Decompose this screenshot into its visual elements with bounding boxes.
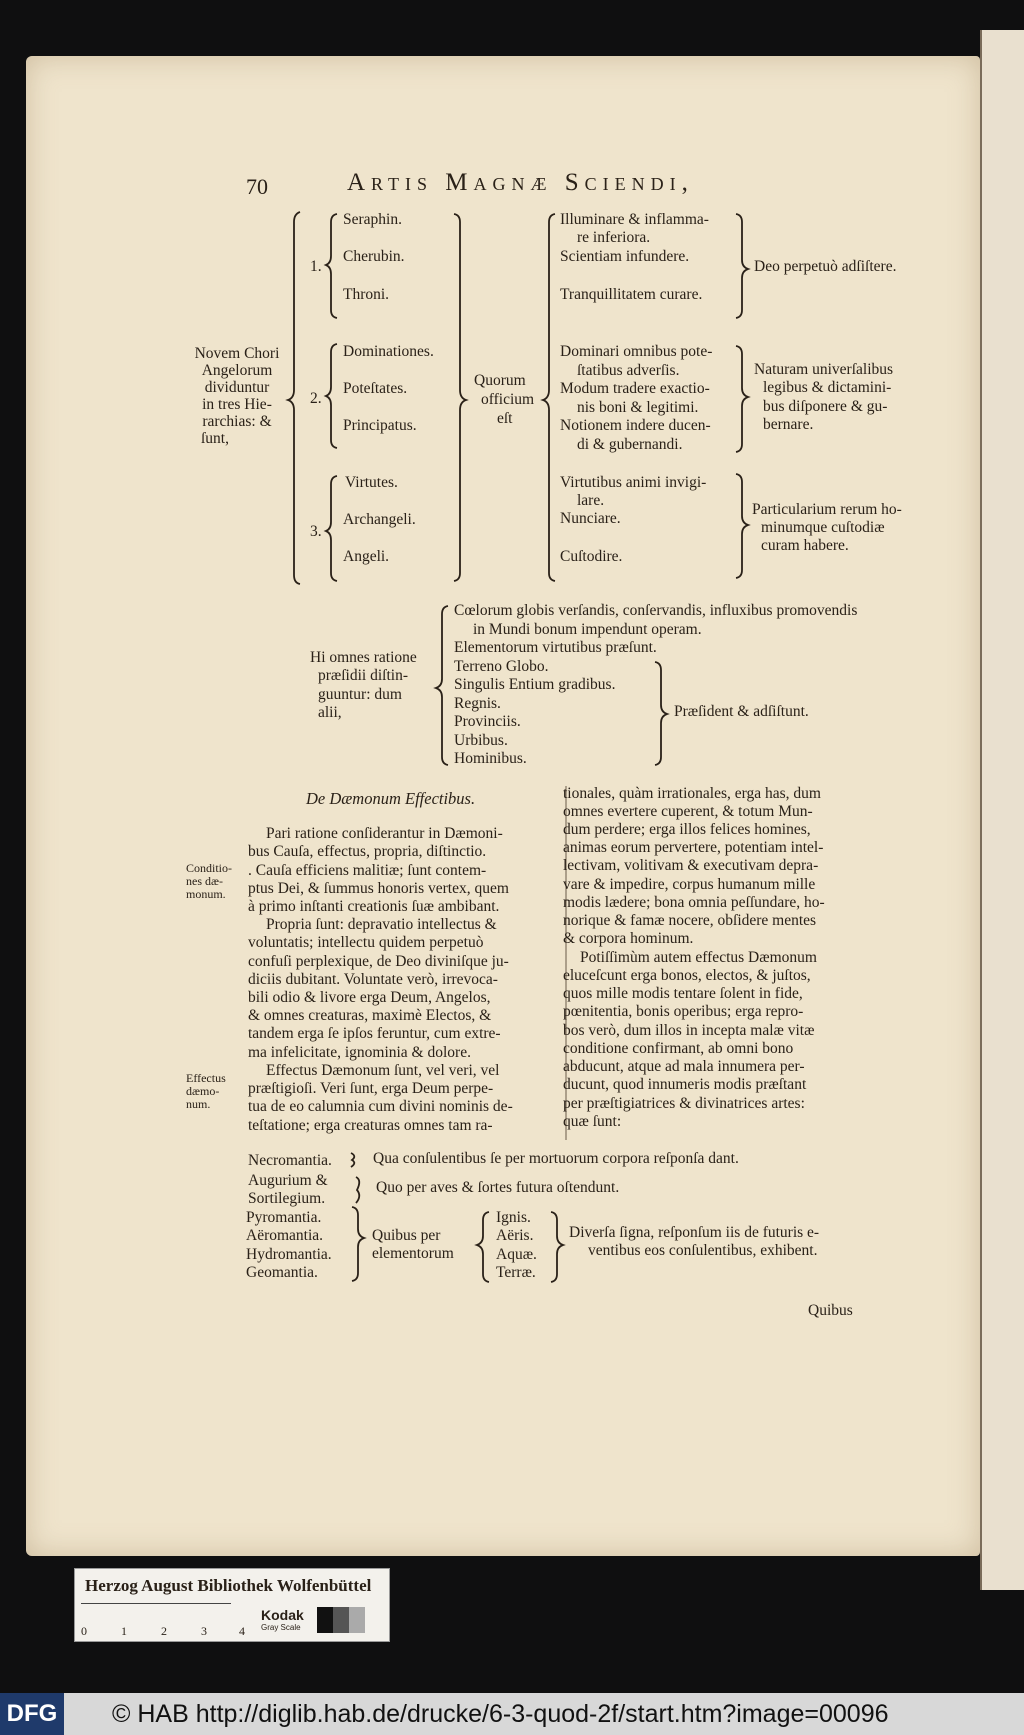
body-right-line: vare & impedire, corpus humanum mille (563, 876, 816, 893)
gray-patch (349, 1607, 365, 1633)
body-left-line: bili odio & livore erga Deum, Angelos, (248, 989, 491, 1006)
brace-d1 (736, 214, 748, 318)
ruler-mark: 2 (161, 1624, 167, 1638)
intro-line: in tres Hie- (202, 396, 272, 413)
margin-note-conditiones (186, 862, 232, 901)
element-name: Aëris. (496, 1227, 534, 1244)
summary-2-line: bus diſponere & gu- (763, 398, 888, 415)
body-left-line: diciis dubitant. Voluntate verò, irrevoca- (248, 971, 498, 988)
praesidium-item: Elementorum virtutibus præſunt. (454, 639, 657, 656)
main-brace (288, 212, 300, 584)
summary-2-line: Naturam univerſalibus (754, 361, 894, 378)
choir-name: Virtutes. (345, 474, 398, 491)
intro-line: Angelorum (201, 362, 273, 379)
praesidium-intro: alii, (318, 704, 342, 721)
praesidium-item: Singulis Entium gradibus. (454, 676, 616, 693)
summary-3-line: curam habere. (761, 537, 849, 554)
divination-result: Diverſa ſigna, reſponſum iis de futuris e- (569, 1224, 820, 1241)
praesidium-conclusion: Præſident & adſiſtunt. (674, 703, 809, 720)
margin-line: Conditio- (186, 861, 233, 875)
body-right-line: quos mille modis tentare ſolent in fide, (563, 985, 803, 1002)
body-left-line: . Cauſa efficiens malitiæ; ſunt contem- (248, 862, 487, 879)
section-heading: De Dæmonum Effectibus. (306, 789, 476, 808)
intro-line: rarchias: & (202, 413, 272, 430)
per-elementorum: elementorum (372, 1245, 454, 1262)
divination-art: Aëromantia. (246, 1227, 324, 1244)
brace-elem-right (551, 1212, 563, 1282)
quorum-text: officium (481, 391, 535, 408)
choir-name: Throni. (343, 286, 390, 303)
catchword: Quibus (808, 1302, 853, 1319)
brace-elem-left (477, 1212, 489, 1282)
choir-name: Poteſtates. (343, 380, 408, 397)
gray-patch (333, 1607, 349, 1633)
brace-d3 (736, 474, 748, 578)
h1-brace (326, 214, 337, 318)
choir-name: Archangeli. (343, 511, 416, 528)
praesidium-intro: præſidii diſtin- (318, 667, 408, 684)
body-left-line: Propria ſunt: depravatio intellectus & (266, 916, 497, 933)
summary-3-line: Particularium rerum ho- (752, 501, 902, 518)
quorum-text: Quorum (474, 372, 526, 389)
duty-line: nis boni & legitimi. (577, 399, 699, 416)
duty-line: Nunciare. (560, 510, 621, 527)
divination-art: Pyromantia. (246, 1209, 322, 1226)
body-left-line: ptus Dei, & ſummus honoris vertex, quem (248, 880, 509, 897)
body-right-line: abducunt, atque ad mala innumera per- (563, 1058, 805, 1075)
body-right-line: bos verò, dum illos in incepta malæ vitæ (563, 1022, 815, 1039)
body-right-line: norique & famæ nocere, obſidere mentes (563, 912, 817, 929)
body-right-line: quæ ſunt: (563, 1113, 622, 1130)
body-right-line: conditione confirmant, ab omni bono (563, 1040, 794, 1057)
duty-line: re inferiora. (577, 229, 651, 246)
duty-line: lare. (577, 492, 605, 509)
duty-line: ſtatibus adverſis. (577, 362, 680, 379)
divination-result: ventibus eos conſulentibus, exhibent. (588, 1242, 818, 1259)
body-left-line: Effectus Dæmonum ſunt, vel veri, vel (266, 1062, 500, 1079)
intro-line: dividuntur (204, 379, 270, 396)
body-right-line: lectivam, volitivam & executivam depra- (563, 857, 819, 874)
hierarchy-2-num: 2. (310, 390, 322, 407)
brace-augur (356, 1177, 359, 1203)
augurium: Augurium & (248, 1172, 328, 1189)
margin-line: dæmo- (186, 1084, 220, 1098)
choir-name: Seraphin. (343, 211, 402, 228)
body-left-line: tua de eo calumnia cum divini nominis de- (248, 1098, 513, 1115)
duty-line: Virtutibus animi invigi- (560, 474, 707, 491)
hierarchy-3-num: 3. (310, 523, 322, 540)
body-right-line: & corpora hominum. (563, 930, 694, 947)
summary-1: Deo perpetuò adſiſtere. (754, 258, 897, 275)
h3-brace (326, 476, 337, 581)
divination-art: Hydromantia. (246, 1246, 332, 1263)
ruler-mark: 3 (201, 1624, 207, 1638)
choir-name: Principatus. (343, 417, 417, 434)
body-left-line: à primo inſtanti creationis ſuæ ambibant. (248, 898, 500, 915)
body-left-line: tandem erga ſe ipſos feruntur, cum extre- (248, 1025, 501, 1042)
duty-line: di & gubernandi. (577, 436, 683, 453)
body-right-line: modis lædere; bona omnia peſſundare, ho- (563, 894, 825, 911)
margin-line: Effectus (186, 1071, 226, 1085)
summary-2-line: legibus & dictamini- (763, 379, 892, 396)
page-number: 70 (246, 174, 268, 199)
body-left-line: voluntatis; intellectu quidem perpetuò (248, 934, 484, 951)
body-right-line: Potiſſimùm autem effectus Dæmonum (580, 949, 817, 966)
intro-line: ſunt, (201, 430, 229, 447)
gray-patch (317, 1607, 333, 1633)
hierarchy-1-num: 1. (310, 258, 322, 275)
body-right-line: dum perdere; erga illos felices homines, (563, 821, 811, 838)
kodak-label: Kodak (261, 1607, 304, 1623)
ruler-mark: 1 (121, 1624, 127, 1638)
duty-line: Tranquillitatem curare. (560, 286, 703, 303)
running-title: Artis Magnæ Sciendi, (347, 169, 694, 196)
duty-line: Notionem indere ducen- (560, 417, 711, 434)
body-left-line: bus Cauſa, effectus, propria, diſtinctio. (248, 843, 487, 860)
brace-arts (352, 1207, 364, 1281)
left-brace-duties (543, 214, 555, 581)
body-right-line: ducunt, quod innumeris modis præſtant (563, 1076, 807, 1093)
praesidium-item: Regnis. (454, 695, 501, 712)
ruler (81, 1603, 231, 1622)
body-left-line: præſtigioſi. Veri ſunt, erga Deum perpe- (248, 1080, 494, 1097)
choir-name: Cherubin. (343, 248, 405, 265)
choir-name: Angeli. (343, 548, 390, 565)
body-right-line: animas eorum pervertere, potentiam intel- (563, 839, 824, 856)
sortilegium: Sortilegium. (248, 1190, 326, 1207)
praesidium-item: Terreno Globo. (454, 658, 549, 675)
quorum-text: eſt (497, 410, 513, 427)
copyright-url[interactable]: © HAB http://diglib.hab.de/drucke/6-3-quod-2f/start.htm?image=00096 (112, 1700, 889, 1728)
library-name: Herzog August Bibliothek Wolfenbüttel (85, 1576, 372, 1595)
summary-2-line: bernare. (763, 416, 814, 433)
body-left-line: teſtatione; erga creaturas omnes tam ra- (248, 1117, 493, 1134)
body-right-line: tionales, quàm irrationales, erga has, dum (563, 785, 821, 802)
dfg-logo: DFG (0, 1693, 64, 1735)
duty-line: Modum tradere exactio- (560, 380, 710, 397)
praesidium-intro: Hi omnes ratione (310, 649, 417, 666)
choir-name: Dominationes. (343, 343, 434, 360)
per-elementorum: Quibus per (372, 1227, 441, 1244)
praesidium-item: in Mundi bonum impendunt operam. (473, 621, 702, 638)
praesidium-item: Cœlorum globis verſandis, conſervandis, influxibus promovendis (454, 602, 858, 619)
element-name: Aquæ. (496, 1246, 537, 1263)
h2-brace (326, 344, 337, 448)
praesidium-item: Urbibus. (454, 732, 508, 749)
divination-art: Geomantia. (246, 1264, 318, 1281)
ruler-mark: 0 (81, 1624, 87, 1638)
body-right-line: pœnitentia, bonis operibus; erga repro- (563, 1003, 804, 1020)
library-color-card (74, 1568, 390, 1642)
praesidium-item: Provinciis. (454, 713, 521, 730)
duty-line: Illuminare & inflamma- (560, 211, 709, 228)
body-left-line: confuſi perplexique, de Deo diviniſque ju- (248, 953, 509, 970)
duty-line: Cuſtodire. (560, 548, 623, 565)
body-right-line: per præſtigiatrices & divinatrices artes: (563, 1095, 805, 1112)
margin-line: num. (186, 1097, 211, 1111)
margin-note-effectus (186, 1072, 226, 1111)
brace-praesidium-right (655, 662, 667, 765)
summary-3-line: minumque cuſtodiæ (761, 519, 885, 536)
margin-line: monum. (186, 887, 226, 901)
necromantia-desc: Qua conſulentibus ſe per mortuorum corpora reſponſa dant. (373, 1150, 739, 1167)
element-name: Terræ. (496, 1264, 536, 1281)
body-left-line: Pari ratione conſiderantur in Dæmoni- (266, 825, 503, 842)
margin-line: nes dæ- (186, 874, 223, 888)
body-left-line: ma infelicitate, ignominia & dolore. (248, 1044, 471, 1061)
duty-line: Scientiam infundere. (560, 248, 690, 265)
grayscale-label: Gray Scale (261, 1623, 301, 1632)
brace-praesidium-left (436, 606, 448, 765)
body-right-line: eluceſcunt erga bonos, electos, & juſtos, (563, 967, 811, 984)
necromantia: Necromantia. (248, 1152, 332, 1169)
duty-line: Dominari omnibus pote- (560, 343, 713, 360)
augurium-desc: Quo per aves & ſortes futura oſtendunt. (376, 1179, 620, 1196)
brace-necro (351, 1153, 354, 1167)
right-brace-names (454, 214, 466, 581)
brace-d2 (736, 346, 748, 452)
body-left-line: & omnes creaturas, maximè Electos, & (248, 1007, 492, 1024)
intro-line: Novem Chori (194, 345, 280, 362)
ruler-mark: 4 (239, 1624, 245, 1638)
praesidium-intro: guuntur: dum (318, 686, 402, 703)
body-right-line: omnes evertere cuperent, & totum Mun- (563, 803, 813, 820)
element-name: Ignis. (496, 1209, 531, 1226)
praesidium-item: Hominibus. (454, 750, 527, 767)
